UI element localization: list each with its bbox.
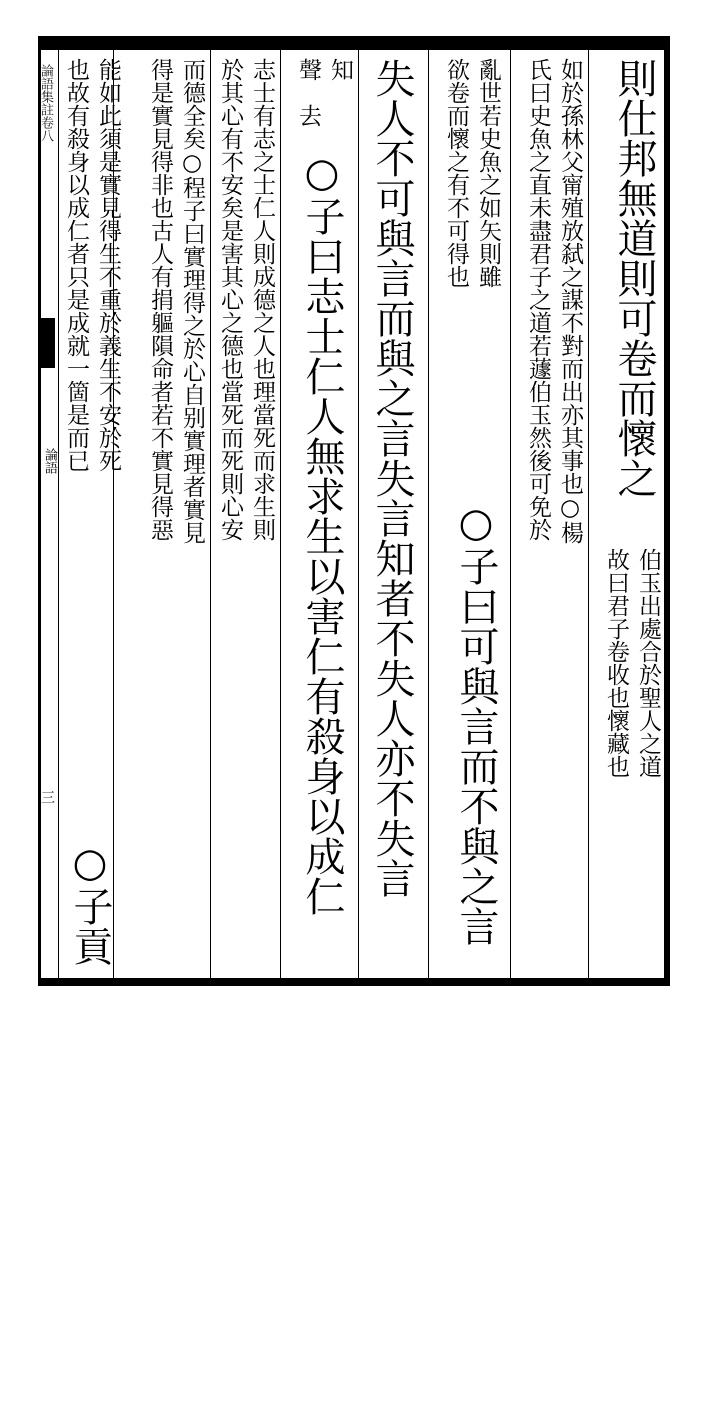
margin-title: 論語集註卷八	[38, 64, 53, 142]
top-border	[38, 36, 670, 50]
fishtail-mark	[41, 318, 55, 368]
commentary-line: 志士有志之士仁人則成德之人也理當死而求生則	[249, 58, 275, 541]
column-divider	[358, 50, 359, 978]
text-column-8: ○子曰志士仁人無求生以害仁有殺身以成仁	[299, 150, 345, 916]
column-divider	[588, 50, 589, 978]
column-divider	[510, 50, 511, 978]
commentary-line: 能如此須是實見得生不重於義生不安於死	[95, 58, 121, 472]
commentary-line: 欲卷而懷之有不可得也	[443, 58, 469, 288]
text-column-5: ○子曰可與言而不與之言	[453, 500, 499, 946]
commentary-line: 如於孫林父甯殖放弑之謀不對而出亦其事也○楊	[557, 58, 583, 544]
note-line: 知	[327, 58, 353, 81]
column-divider	[210, 50, 211, 978]
commentary-line: 亂世若史魚之如矢則雖	[475, 58, 501, 288]
commentary-line: 也故有殺身以成仁者只是成就一箇是而已	[63, 58, 89, 472]
commentary-line: 於其心有不安矣是害其心之德也當死而死則心安	[217, 58, 243, 541]
commentary-column-2	[592, 58, 664, 978]
column-divider	[58, 50, 59, 978]
commentary-column-9	[214, 58, 278, 978]
commentary-column-3	[514, 58, 586, 978]
commentary-line: 得是實見得非也古人有捐軀隕命者若不實見得惡	[147, 58, 173, 541]
column-divider	[280, 50, 281, 978]
commentary-line: 氏曰史魚之直未盡君子之道若蘧伯玉然後可免於	[525, 58, 551, 541]
note-line: 聲 去	[295, 58, 321, 127]
text-column-6: 失人不可與言而與之言失言知者不失人亦不失言	[369, 58, 415, 898]
text-column-1: 則仕邦無道則可卷而懷之	[611, 58, 657, 498]
margin-section-label: 論語	[42, 448, 57, 474]
right-border	[664, 36, 670, 986]
text-column-12: ○子貢	[67, 840, 113, 966]
commentary-line: 故曰君子卷收也懷藏也	[603, 548, 629, 778]
bottom-border	[38, 978, 670, 986]
commentary-line: 而德全矣○程子曰實理得之於心自别實理者實見	[179, 58, 205, 544]
commentary-column-10	[140, 58, 208, 978]
column-divider	[428, 50, 429, 978]
commentary-line: 伯玉出處合於聖人之道	[635, 548, 661, 778]
page-number: 三	[39, 790, 55, 804]
